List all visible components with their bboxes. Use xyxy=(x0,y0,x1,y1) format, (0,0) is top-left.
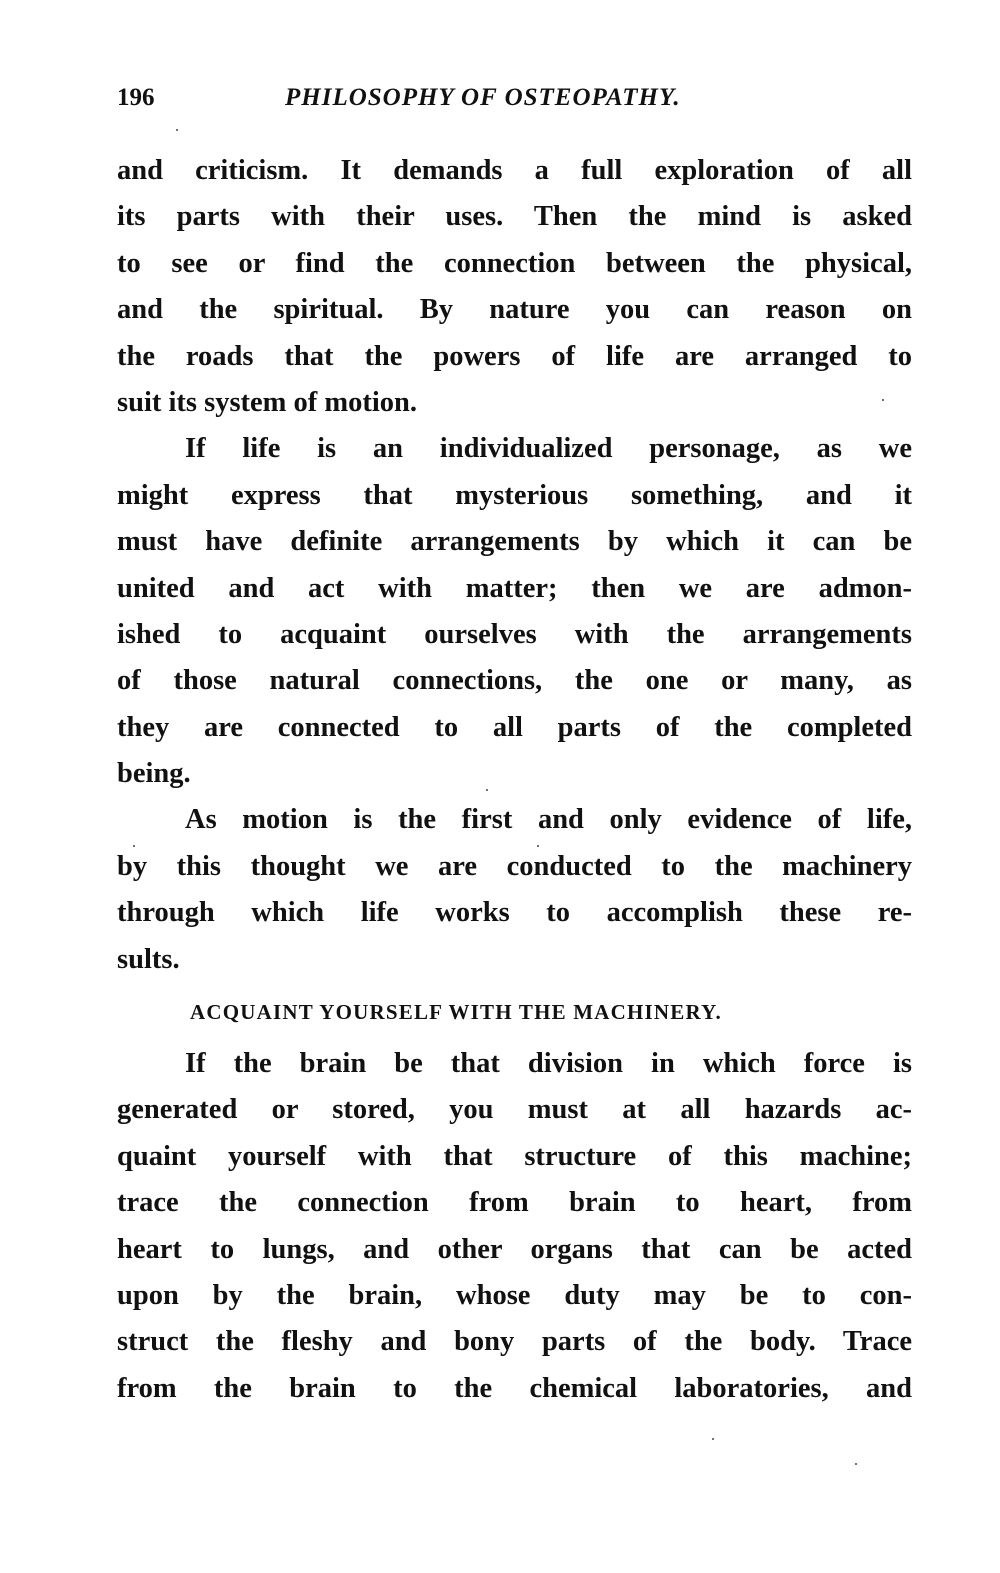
scan-speck xyxy=(712,1438,714,1440)
text-line: through which life works to accomplish these re- xyxy=(117,897,912,929)
text-line: ished to acquaint ourselves with the arrangements xyxy=(117,618,912,650)
text-line: If life is an individualized personage, as we xyxy=(185,433,912,465)
text-line: struct the fleshy and bony parts of the body. Trace xyxy=(117,1326,912,1358)
body-text xyxy=(117,148,912,1412)
text-line: united and act with matter; then we are admon- xyxy=(117,572,912,604)
paragraph-4 xyxy=(117,1041,912,1412)
text-line: sults. xyxy=(117,943,180,975)
text-line: might express that mysterious something, and it xyxy=(117,479,912,511)
text-line: heart to lungs, and other organs that can be acted xyxy=(117,1233,912,1265)
text-line: its parts with their uses. Then the mind is asked xyxy=(117,201,912,233)
scan-speck xyxy=(176,129,178,131)
text-line: and the spiritual. By nature you can reason on xyxy=(117,294,912,326)
text-line: As motion is the first and only evidence of life, xyxy=(185,804,912,836)
paragraph-1 xyxy=(117,148,912,426)
text-line: by this thought we are conducted to the machinery xyxy=(117,850,912,882)
text-line: and criticism. It demands a full exploration of all xyxy=(117,155,912,186)
text-line: trace the connection from brain to heart, from xyxy=(117,1187,912,1219)
text-line: from the brain to the chemical laboratories, and xyxy=(117,1372,912,1404)
scan-speck xyxy=(537,845,539,847)
text-line: the roads that the powers of life are arranged to xyxy=(117,340,912,372)
text-line: must have definite arrangements by which it can be xyxy=(117,526,912,558)
scan-speck xyxy=(855,1463,857,1465)
scan-speck xyxy=(133,845,135,847)
scan-speck xyxy=(486,789,488,791)
text-line: suit its system of motion. xyxy=(117,386,418,418)
text-line: upon by the brain, whose duty may be to con- xyxy=(117,1279,912,1311)
page-number: 196 xyxy=(117,84,155,111)
text-line: If the brain be that division in which force is xyxy=(185,1048,912,1080)
paragraph-2 xyxy=(117,426,912,797)
text-line: quaint yourself with that structure of this machine; xyxy=(117,1140,912,1172)
text-line: they are connected to all parts of the completed xyxy=(117,711,912,743)
scan-speck xyxy=(882,399,884,401)
running-title: PHILOSOPHY OF OSTEOPATHY. xyxy=(285,84,681,111)
section-heading: ACQUAINT YOURSELF WITH THE MACHINERY. xyxy=(190,1000,723,1025)
text-line: to see or find the connection between the physical, xyxy=(117,247,912,279)
paragraph-3 xyxy=(117,797,912,983)
text-line: being. xyxy=(117,758,191,790)
text-line: generated or stored, you must at all hazards ac- xyxy=(117,1094,912,1126)
text-line: of those natural connections, the one or many, as xyxy=(117,665,912,697)
running-head xyxy=(117,78,817,118)
